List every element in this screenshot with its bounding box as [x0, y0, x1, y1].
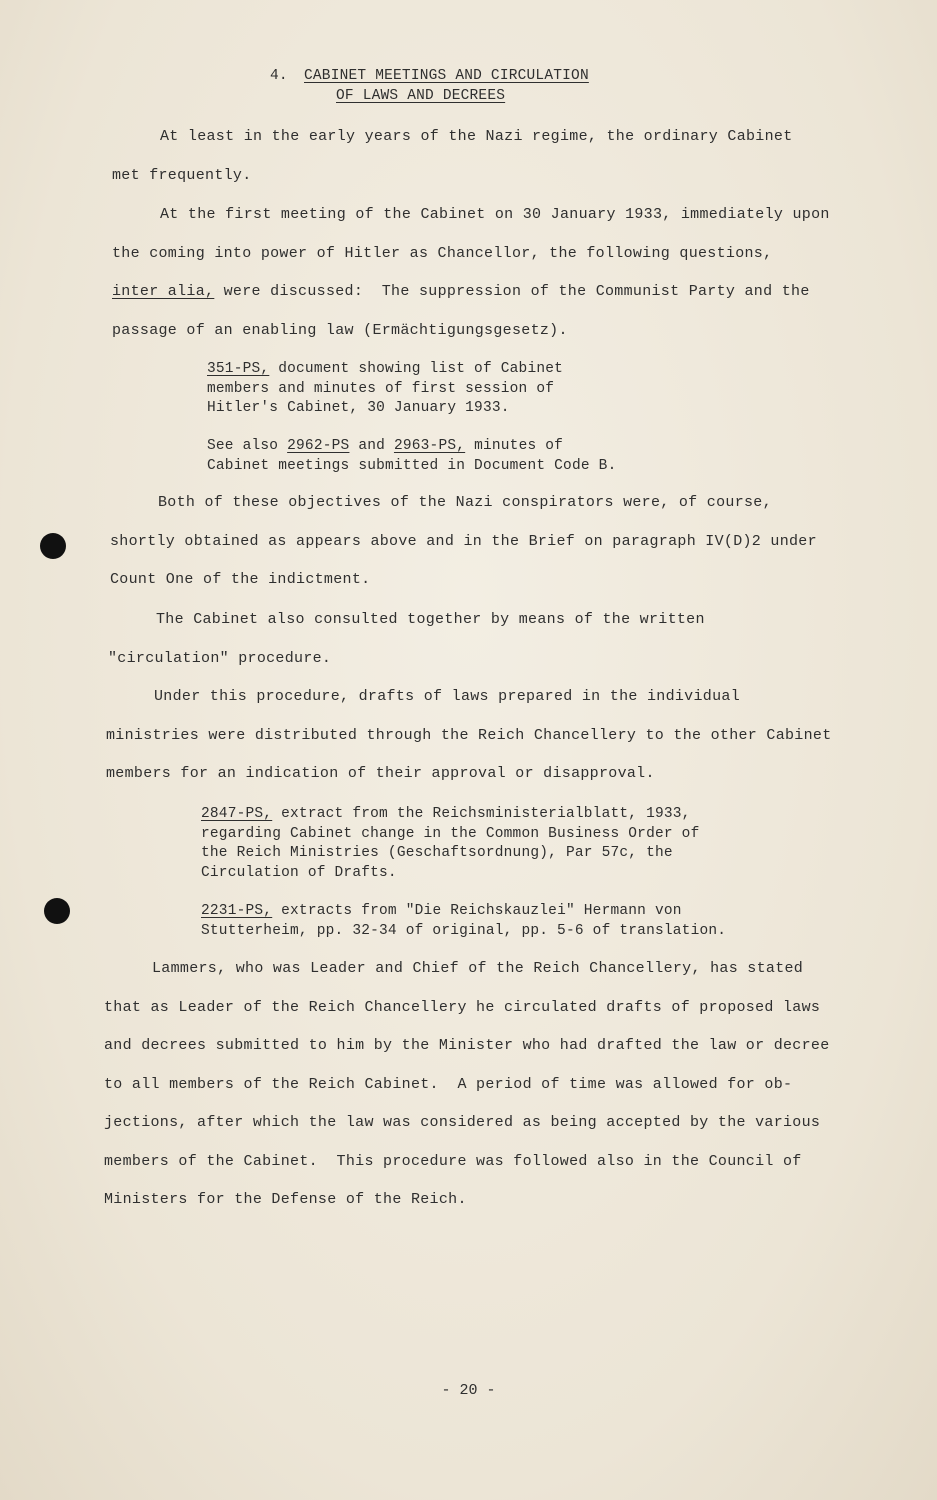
citation-ref: 351-PS,	[207, 361, 270, 377]
citation-351-ps	[207, 360, 563, 419]
text-line: At the first meeting of the Cabinet on 30 January 1933, immediately upon	[160, 206, 830, 223]
citation-2847-ps	[201, 805, 699, 883]
text-line: Hitler's Cabinet, 30 January 1933.	[207, 400, 510, 416]
paragraph-1	[112, 118, 793, 195]
text-line: The Cabinet also consulted together by means of the written	[156, 611, 705, 628]
paragraph-2	[112, 196, 830, 350]
punch-hole	[40, 533, 66, 559]
text-line: that as Leader of the Reich Chancellery he circulated drafts of proposed laws	[104, 998, 821, 1016]
text-line: ministries were distributed through the Reich Chancellery to the other Cabinet	[106, 726, 832, 744]
paragraph-6	[104, 950, 830, 1220]
heading-line-2: OF LAWS AND DECREES	[336, 88, 506, 104]
text-line: members and minutes of first session of	[207, 380, 555, 397]
paragraph-4	[108, 601, 705, 678]
citation-ref: 2231-PS,	[201, 903, 273, 919]
text-line: Count One of the indictment.	[110, 571, 371, 588]
text-line: were discussed: The suppression of the Communist Party and the	[214, 283, 810, 300]
text-line: members for an indication of their approval or disapproval.	[106, 765, 655, 782]
text-line: regarding Cabinet change in the Common Business Order of	[201, 825, 700, 842]
text-line: extract from the Reichsministerialblatt, 1933,	[272, 806, 691, 822]
text-line: minutes of	[465, 438, 564, 454]
text-line: Stutterheim, pp. 32-34 of original, pp. 5-6 of translation.	[201, 922, 727, 939]
text-line: Ministers for the Defense of the Reich.	[104, 1191, 467, 1208]
text-line: passage of an enabling law (Ermächtigungsgesetz).	[112, 321, 568, 339]
punch-hole	[44, 898, 70, 924]
text-line: shortly obtained as appears above and in the Brief on paragraph IV(D)2 under	[110, 532, 817, 550]
heading-line-1: CABINET MEETINGS AND CIRCULATION	[304, 68, 589, 84]
citation-2962-2963-ps	[207, 437, 616, 476]
text-line: Cabinet meetings submitted in Document Code B.	[207, 457, 617, 474]
text-line: met frequently.	[112, 166, 252, 184]
text-line: to all members of the Reich Cabinet. A period of time was allowed for ob-	[104, 1075, 793, 1093]
text-line: At least in the early years of the Nazi regime, the ordinary Cabinet	[160, 128, 793, 145]
text-line: document showing list of Cabinet	[269, 361, 564, 377]
text-line: and decrees submitted to him by the Minister who had drafted the law or decree	[104, 1037, 830, 1054]
text-line: members of the Cabinet. This procedure was followed also in the Council of	[104, 1152, 802, 1170]
text-line: jections, after which the law was considered as being accepted by the various	[104, 1114, 821, 1131]
text-line: See also	[207, 438, 288, 454]
text-line: Under this procedure, drafts of laws prepared in the individual	[154, 688, 740, 705]
page-number: - 20 -	[441, 1382, 496, 1399]
text-line-underlined: inter alia,	[112, 283, 215, 300]
section-number: 4.	[270, 68, 288, 84]
paragraph-3	[110, 484, 817, 600]
citation-ref: 2847-PS,	[201, 806, 273, 822]
text-line: and	[349, 438, 394, 454]
text-line: "circulation" procedure.	[108, 649, 332, 667]
text-line: Lammers, who was Leader and Chief of the Reich Chancellery, has stated	[152, 960, 804, 977]
citation-ref: 2963-PS,	[393, 438, 466, 454]
section-heading	[270, 66, 589, 106]
text-line: the coming into power of Hitler as Chancellor, the following questions,	[112, 244, 773, 262]
paragraph-5	[106, 678, 832, 794]
text-line: extracts from "Die Reichskauzlei" Hermann von	[272, 903, 682, 919]
citation-2231-ps	[201, 902, 726, 941]
citation-ref: 2962-PS	[287, 438, 350, 454]
text-line: Circulation of Drafts.	[201, 864, 397, 881]
text-line: Both of these objectives of the Nazi conspirators were, of course,	[158, 494, 772, 511]
text-line: the Reich Ministries (Geschaftsordnung), Par 57c, the	[201, 845, 673, 861]
